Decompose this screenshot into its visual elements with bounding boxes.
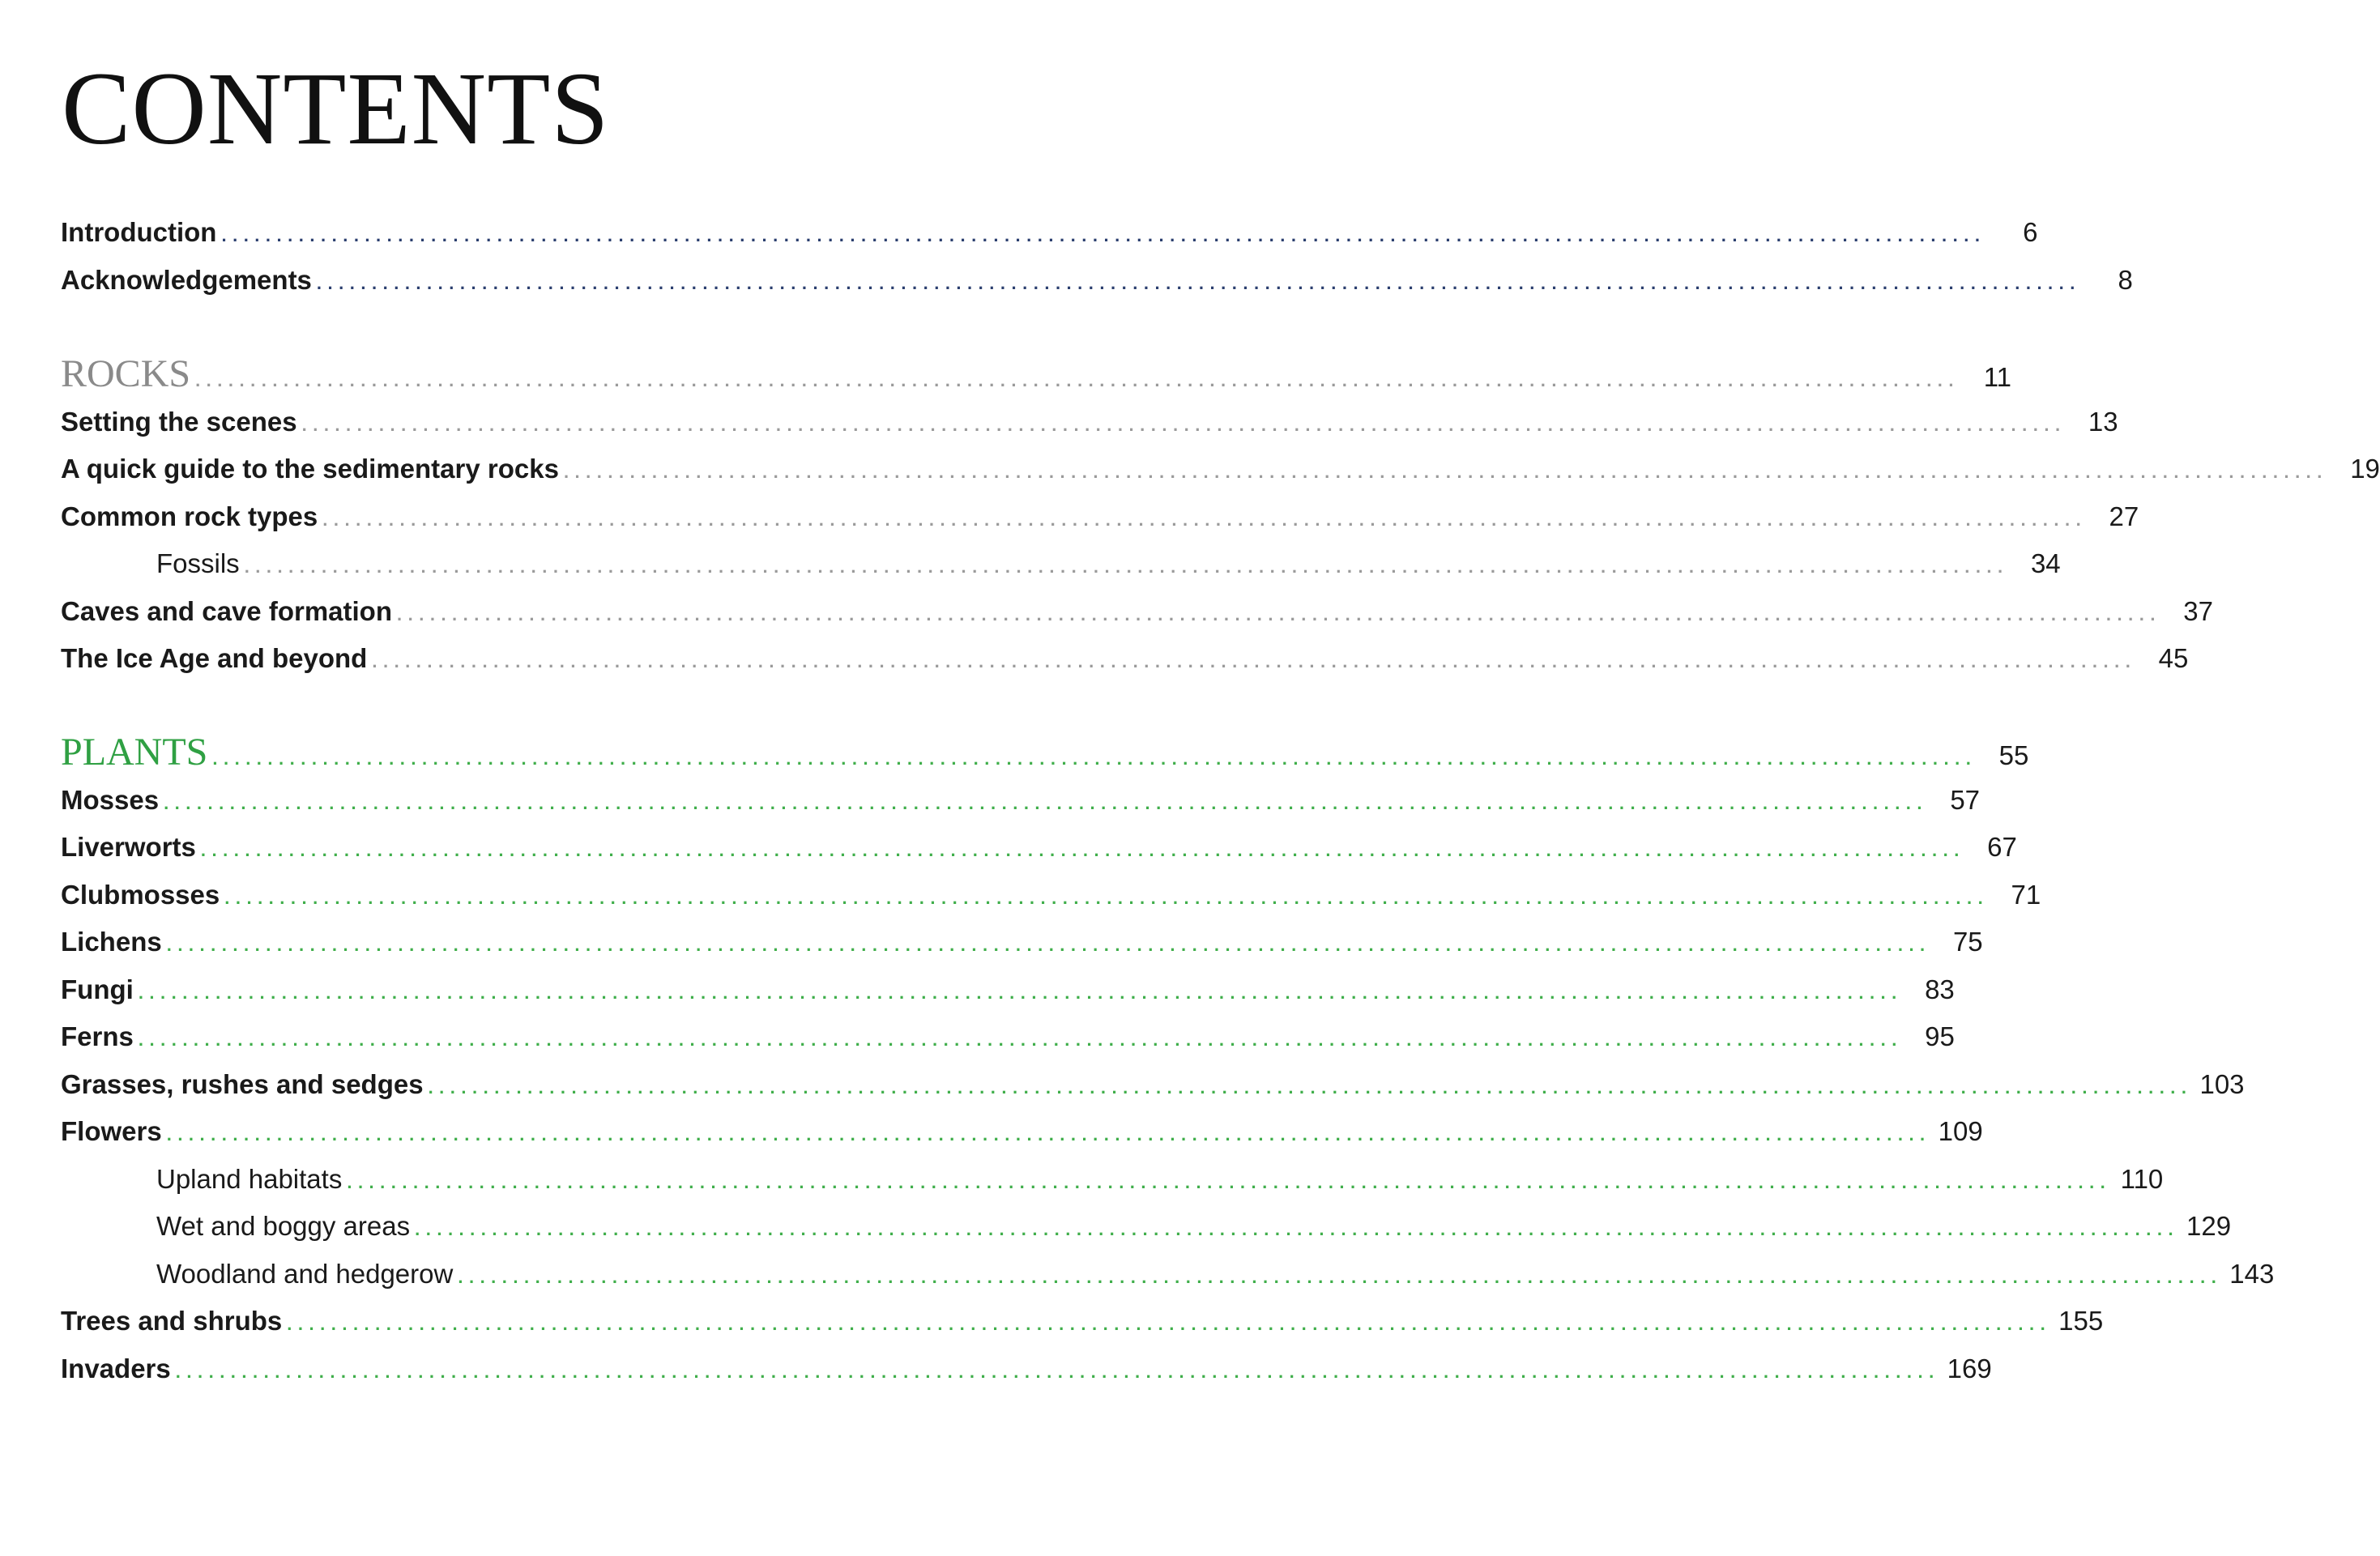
toc-entry-page: 19 — [2350, 454, 2380, 484]
toc-entry-page: 75 — [1952, 927, 1983, 957]
dot-leader: ................................................................................................................................................................ — [287, 1314, 2052, 1334]
toc-entry-label: Invaders — [61, 1353, 171, 1383]
toc-entry-page: 95 — [1925, 1021, 1955, 1051]
toc-entry[interactable] — [61, 493, 2139, 541]
toc-entry[interactable] — [61, 824, 2017, 872]
toc-entry[interactable] — [61, 919, 1983, 966]
toc-entry-label: Lichens — [61, 927, 162, 957]
toc-entry-label: Introduction — [61, 217, 217, 247]
section-heading-label: PLANTS — [61, 731, 208, 774]
toc-entry-page: 103 — [2199, 1068, 2245, 1099]
dot-leader: ................................................................................................................................................................ — [458, 1266, 2223, 1287]
toc-entry[interactable] — [61, 777, 1981, 825]
toc-entry-label: Caves and cave formation — [61, 595, 392, 626]
toc-entry-page: 83 — [1925, 974, 1955, 1004]
toc-entry-label: Fungi — [61, 974, 134, 1004]
toc-entry-page: 27 — [2109, 501, 2139, 531]
dot-leader: ................................................................................................................................................................ — [175, 1361, 1940, 1382]
toc-entry[interactable] — [61, 445, 2380, 493]
toc-subentry[interactable] — [61, 1203, 2232, 1251]
toc-entry[interactable] — [61, 1108, 1983, 1156]
toc-entry-label: Acknowledgements — [61, 264, 312, 295]
toc-entry-label: Common rock types — [61, 501, 318, 531]
toc-subentry-page: 129 — [2186, 1211, 2232, 1241]
dot-leader: ................................................................................................................................................................ — [397, 603, 2161, 625]
dot-leader: ................................................................................................................................................................ — [138, 1030, 1903, 1050]
plants-section — [61, 729, 2275, 1392]
rocks-section — [61, 351, 2380, 683]
toc-entry-acknowledgements[interactable] — [61, 257, 2133, 305]
dot-leader: ................................................................................................................................................................ — [164, 792, 1929, 813]
toc-entry-page: 109 — [1938, 1116, 1983, 1146]
toc-entry[interactable] — [61, 588, 2213, 636]
toc-entry-introduction[interactable] — [61, 209, 2038, 257]
dot-leader: ................................................................................................................................................................ — [301, 414, 2067, 435]
toc-subentry-label: Upland habitats — [156, 1163, 343, 1194]
toc-entry-page: 67 — [1987, 832, 2017, 862]
dot-leader: ................................................................................................................................................................ — [195, 370, 1960, 390]
dot-leader: ................................................................................................................................................................ — [166, 935, 1931, 955]
toc-subentry-page: 110 — [2120, 1163, 2164, 1194]
dot-leader: ................................................................................................................................................................ — [347, 1171, 2112, 1192]
toc-entry-page: 6 — [2023, 217, 2038, 247]
toc-entry[interactable] — [61, 1298, 2104, 1345]
dot-leader: ................................................................................................................................................................ — [200, 840, 1965, 860]
dot-leader: ................................................................................................................................................................ — [372, 651, 2137, 671]
dot-leader: ................................................................................................................................................................ — [415, 1219, 2180, 1239]
toc-entry-label: Flowers — [61, 1116, 162, 1146]
section-heading-plants[interactable] — [61, 729, 2029, 777]
dot-leader: ................................................................................................................................................................ — [212, 748, 1977, 769]
section-heading-page: 55 — [1998, 740, 2029, 770]
toc-subentry-page: 143 — [2229, 1258, 2275, 1289]
dot-leader: ................................................................................................................................................................ — [244, 556, 2009, 577]
toc-entry-label: A quick guide to the sedimentary rocks — [61, 454, 559, 484]
toc-subentry-label: Woodland and hedgerow — [156, 1258, 454, 1289]
dot-leader: ................................................................................................................................................................ — [322, 509, 2088, 530]
dot-leader: ................................................................................................................................................................ — [316, 272, 2081, 293]
dot-leader: ................................................................................................................................................................ — [221, 225, 1986, 245]
toc-entry-label: Mosses — [61, 784, 160, 815]
toc-entry[interactable] — [61, 1061, 2245, 1109]
dot-leader: ................................................................................................................................................................ — [224, 887, 1990, 908]
toc-entry-page: 57 — [1950, 784, 1981, 815]
toc-subentry-label: Fossils — [156, 548, 240, 578]
toc-entry-label: Liverworts — [61, 832, 196, 862]
toc-entry[interactable] — [61, 635, 2189, 683]
toc-entry-label: The Ice Age and beyond — [61, 643, 368, 673]
toc-subentry[interactable] — [61, 540, 2061, 588]
toc-entry-page: 8 — [2118, 264, 2133, 295]
toc-entry-page: 155 — [2058, 1306, 2104, 1336]
toc-entry[interactable] — [61, 966, 1955, 1014]
section-heading-page: 11 — [1983, 362, 2012, 392]
toc-entry-page: 71 — [2011, 879, 2041, 910]
toc-entry-label: Ferns — [61, 1021, 134, 1051]
toc-entry-label: Grasses, rushes and sedges — [61, 1068, 424, 1099]
toc-entry-page: 169 — [1947, 1353, 1992, 1383]
toc-subentry[interactable] — [61, 1251, 2275, 1298]
page-title: CONTENTS — [62, 51, 610, 166]
dot-leader: ................................................................................................................................................................ — [428, 1076, 2193, 1098]
toc-subentry-page: 34 — [2030, 548, 2061, 578]
toc-subentry-label: Wet and boggy areas — [156, 1211, 411, 1241]
dot-leader: ................................................................................................................................................................ — [166, 1124, 1931, 1145]
front-matter-list — [61, 209, 2133, 304]
dot-leader: ................................................................................................................................................................ — [138, 982, 1903, 1003]
toc-entry-page: 37 — [2183, 595, 2213, 626]
toc-entry[interactable] — [61, 1345, 1992, 1393]
toc-entry-page: 13 — [2088, 406, 2118, 437]
dot-leader: ................................................................................................................................................................ — [563, 462, 2328, 482]
toc-entry-label: Setting the scenes — [61, 406, 297, 437]
section-heading-label: ROCKS — [61, 352, 191, 395]
toc-subentry[interactable] — [61, 1156, 2164, 1204]
section-heading-rocks[interactable] — [61, 351, 2012, 399]
toc-entry-label: Clubmosses — [61, 879, 220, 910]
toc-entry-label: Trees and shrubs — [61, 1306, 283, 1336]
toc-entry-page: 45 — [2158, 643, 2189, 673]
toc-entry[interactable] — [61, 399, 2118, 446]
toc-entry[interactable] — [61, 872, 2041, 919]
toc-entry[interactable] — [61, 1013, 1955, 1061]
